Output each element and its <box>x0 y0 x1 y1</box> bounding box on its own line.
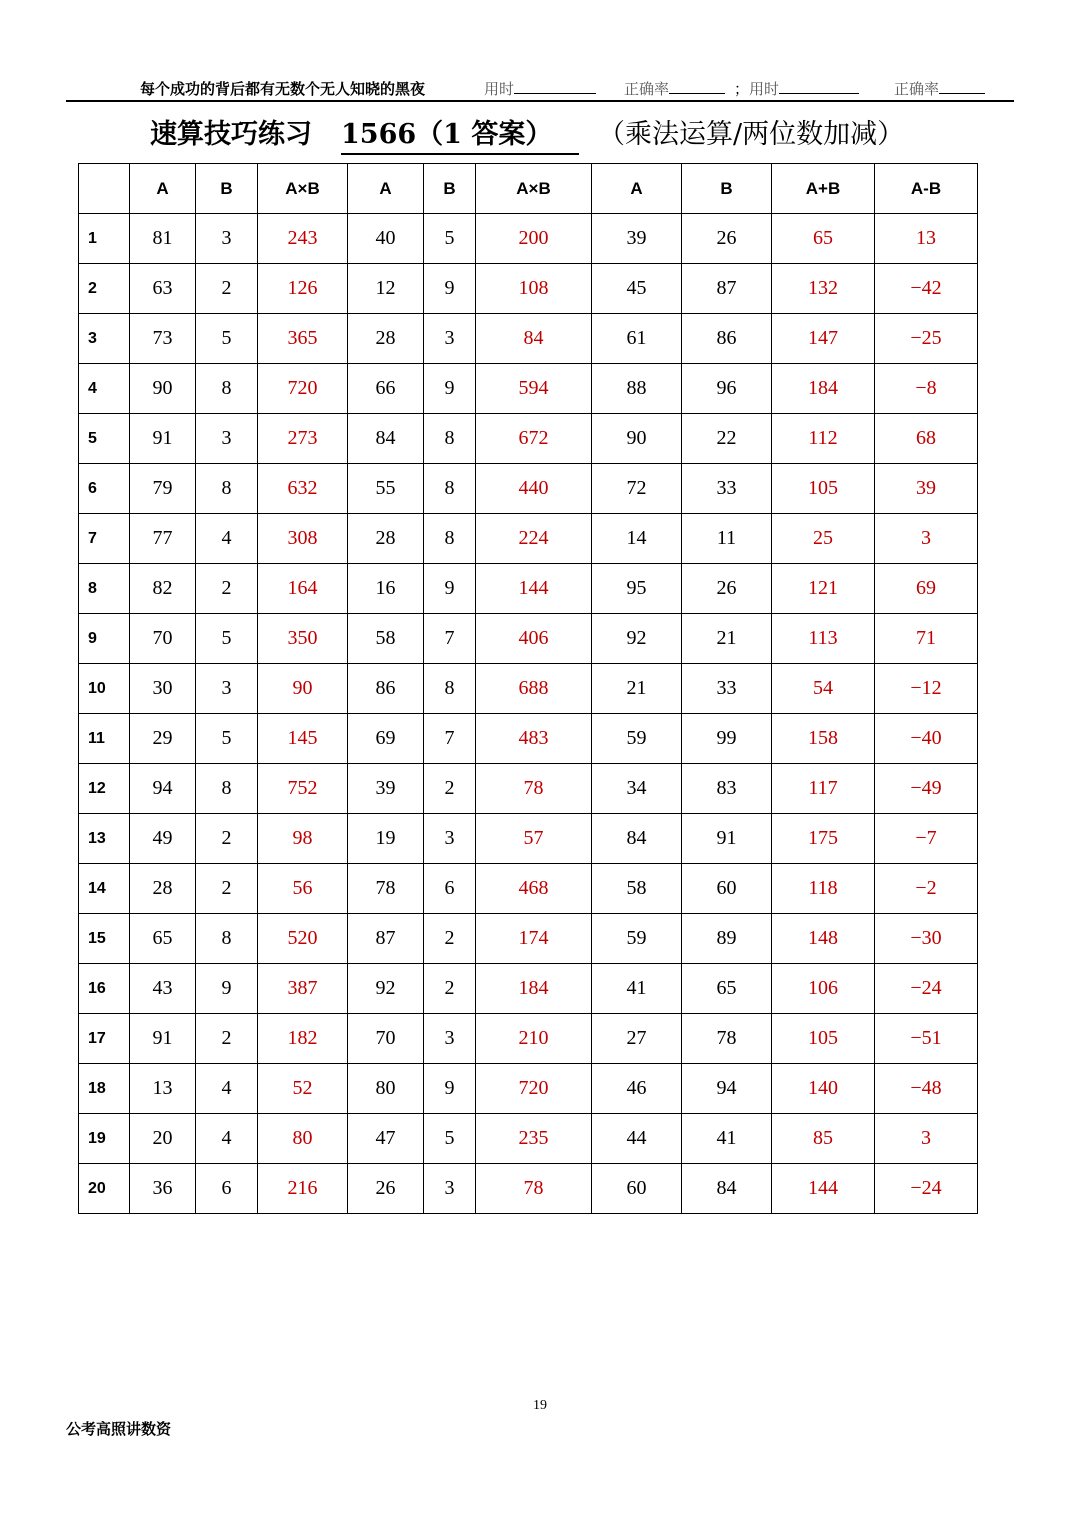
answer-cell: 235 <box>476 1114 592 1164</box>
answer-cell: 39 <box>875 464 978 514</box>
answer-cell: 3 <box>875 1114 978 1164</box>
operand-cell: 9 <box>424 564 476 614</box>
operand-cell: 3 <box>424 814 476 864</box>
answer-cell: 406 <box>476 614 592 664</box>
answer-cell: 483 <box>476 714 592 764</box>
operand-cell: 77 <box>130 514 196 564</box>
operand-cell: 73 <box>130 314 196 364</box>
answer-cell: −42 <box>875 264 978 314</box>
operand-cell: 78 <box>682 1014 772 1064</box>
operand-cell: 91 <box>682 814 772 864</box>
row-index: 19 <box>79 1114 130 1164</box>
operand-cell: 16 <box>348 564 424 614</box>
operand-cell: 5 <box>196 314 258 364</box>
operand-cell: 94 <box>130 764 196 814</box>
table-row <box>79 1164 978 1214</box>
answer-cell: 121 <box>772 564 875 614</box>
column-header <box>79 164 130 214</box>
separator: ； <box>734 80 750 98</box>
answer-cell: −24 <box>875 1164 978 1214</box>
operand-cell: 14 <box>592 514 682 564</box>
answer-cell: 90 <box>258 664 348 714</box>
table-body <box>79 214 978 1214</box>
operand-cell: 2 <box>196 814 258 864</box>
answer-cell: 84 <box>476 314 592 364</box>
answer-cell: 632 <box>258 464 348 514</box>
operand-cell: 88 <box>592 364 682 414</box>
answer-cell: 468 <box>476 864 592 914</box>
operand-cell: 91 <box>130 414 196 464</box>
answer-cell: 140 <box>772 1064 875 1114</box>
operand-cell: 19 <box>348 814 424 864</box>
operand-cell: 8 <box>196 764 258 814</box>
answer-cell: 308 <box>258 514 348 564</box>
answer-cell: 105 <box>772 1014 875 1064</box>
operand-cell: 21 <box>682 614 772 664</box>
answer-cell: 174 <box>476 914 592 964</box>
operand-cell: 86 <box>682 314 772 364</box>
row-index: 11 <box>79 714 130 764</box>
answer-cell: 98 <box>258 814 348 864</box>
operand-cell: 39 <box>348 764 424 814</box>
operand-cell: 5 <box>196 614 258 664</box>
answer-cell: 54 <box>772 664 875 714</box>
operand-cell: 8 <box>196 914 258 964</box>
operand-cell: 28 <box>130 864 196 914</box>
table-header-row <box>79 164 978 214</box>
answer-cell: 387 <box>258 964 348 1014</box>
page-header <box>66 76 1014 102</box>
column-header: B <box>424 164 476 214</box>
table-row <box>79 714 978 764</box>
operand-cell: 84 <box>682 1164 772 1214</box>
operand-cell: 28 <box>348 314 424 364</box>
operand-cell: 9 <box>196 964 258 1014</box>
answer-cell: −51 <box>875 1014 978 1064</box>
answer-cell: 720 <box>258 364 348 414</box>
column-header: A×B <box>258 164 348 214</box>
answer-cell: 224 <box>476 514 592 564</box>
table-row <box>79 214 978 264</box>
answer-cell: 78 <box>476 764 592 814</box>
answer-cell: 132 <box>772 264 875 314</box>
operand-cell: 60 <box>592 1164 682 1214</box>
operand-cell: 9 <box>424 1064 476 1114</box>
table-row <box>79 1014 978 1064</box>
operand-cell: 2 <box>196 1014 258 1064</box>
answer-cell: 350 <box>258 614 348 664</box>
answer-cell: 184 <box>476 964 592 1014</box>
table-row <box>79 614 978 664</box>
operand-cell: 58 <box>592 864 682 914</box>
answer-cell: 118 <box>772 864 875 914</box>
row-index: 15 <box>79 914 130 964</box>
operand-cell: 4 <box>196 1114 258 1164</box>
answer-cell: 85 <box>772 1114 875 1164</box>
accuracy-label-1: 正确率 <box>624 80 670 98</box>
operand-cell: 60 <box>682 864 772 914</box>
operand-cell: 95 <box>592 564 682 614</box>
operand-cell: 59 <box>592 714 682 764</box>
operand-cell: 21 <box>592 664 682 714</box>
operand-cell: 7 <box>424 614 476 664</box>
operand-cell: 2 <box>424 964 476 1014</box>
row-index: 7 <box>79 514 130 564</box>
row-index: 13 <box>79 814 130 864</box>
answer-cell: 182 <box>258 1014 348 1064</box>
answer-cell: 145 <box>258 714 348 764</box>
operand-cell: 91 <box>130 1014 196 1064</box>
time-blank-1 <box>514 79 596 94</box>
answer-cell: 688 <box>476 664 592 714</box>
answer-cell: 144 <box>772 1164 875 1214</box>
accuracy-blank-2 <box>939 79 985 94</box>
answer-cell: 25 <box>772 514 875 564</box>
operand-cell: 3 <box>424 1014 476 1064</box>
answer-cell: 56 <box>258 864 348 914</box>
operand-cell: 90 <box>592 414 682 464</box>
table-row <box>79 1114 978 1164</box>
answer-cell: 52 <box>258 1064 348 1114</box>
row-index: 17 <box>79 1014 130 1064</box>
answer-cell: 3 <box>875 514 978 564</box>
answer-cell: 71 <box>875 614 978 664</box>
row-index: 9 <box>79 614 130 664</box>
operand-cell: 8 <box>424 414 476 464</box>
operand-cell: 49 <box>130 814 196 864</box>
answer-cell: 720 <box>476 1064 592 1114</box>
operand-cell: 46 <box>592 1064 682 1114</box>
operand-cell: 78 <box>348 864 424 914</box>
answer-cell: 113 <box>772 614 875 664</box>
operand-cell: 59 <box>592 914 682 964</box>
operand-cell: 26 <box>348 1164 424 1214</box>
operand-cell: 27 <box>592 1014 682 1064</box>
operand-cell: 7 <box>424 714 476 764</box>
title-number: 1566（1 答案） <box>341 112 579 155</box>
operand-cell: 44 <box>592 1114 682 1164</box>
answer-cell: 65 <box>772 214 875 264</box>
answer-cell: −48 <box>875 1064 978 1114</box>
operand-cell: 20 <box>130 1114 196 1164</box>
operand-cell: 41 <box>592 964 682 1014</box>
answer-cell: 80 <box>258 1114 348 1164</box>
answer-cell: 78 <box>476 1164 592 1214</box>
table-row <box>79 764 978 814</box>
operand-cell: 66 <box>348 364 424 414</box>
table-row <box>79 914 978 964</box>
table-row <box>79 514 978 564</box>
row-index: 18 <box>79 1064 130 1114</box>
row-index: 8 <box>79 564 130 614</box>
operand-cell: 3 <box>424 314 476 364</box>
answer-cell: −49 <box>875 764 978 814</box>
operand-cell: 90 <box>130 364 196 414</box>
answer-table <box>78 163 978 1214</box>
operand-cell: 29 <box>130 714 196 764</box>
operand-cell: 2 <box>424 764 476 814</box>
operand-cell: 58 <box>348 614 424 664</box>
operand-cell: 26 <box>682 214 772 264</box>
operand-cell: 39 <box>592 214 682 264</box>
time-blank-2 <box>779 79 859 94</box>
operand-cell: 3 <box>424 1164 476 1214</box>
operand-cell: 47 <box>348 1114 424 1164</box>
answer-cell: 365 <box>258 314 348 364</box>
time-field-1 <box>484 78 596 99</box>
operand-cell: 80 <box>348 1064 424 1114</box>
operand-cell: 61 <box>592 314 682 364</box>
operand-cell: 87 <box>682 264 772 314</box>
operand-cell: 33 <box>682 664 772 714</box>
title-suffix: （乘法运算/两位数加减） <box>598 119 905 150</box>
operand-cell: 2 <box>196 264 258 314</box>
operand-cell: 5 <box>196 714 258 764</box>
column-header: A×B <box>476 164 592 214</box>
operand-cell: 22 <box>682 414 772 464</box>
operand-cell: 84 <box>348 414 424 464</box>
operand-cell: 2 <box>424 914 476 964</box>
operand-cell: 86 <box>348 664 424 714</box>
operand-cell: 72 <box>592 464 682 514</box>
answer-cell: 117 <box>772 764 875 814</box>
answer-cell: −8 <box>875 364 978 414</box>
column-header: B <box>196 164 258 214</box>
operand-cell: 45 <box>592 264 682 314</box>
answer-cell: 216 <box>258 1164 348 1214</box>
row-index: 6 <box>79 464 130 514</box>
operand-cell: 2 <box>196 564 258 614</box>
answer-cell: 57 <box>476 814 592 864</box>
operand-cell: 63 <box>130 264 196 314</box>
operand-cell: 65 <box>130 914 196 964</box>
operand-cell: 43 <box>130 964 196 1014</box>
operand-cell: 99 <box>682 714 772 764</box>
operand-cell: 81 <box>130 214 196 264</box>
answer-cell: −40 <box>875 714 978 764</box>
answer-cell: 112 <box>772 414 875 464</box>
table-row <box>79 664 978 714</box>
answer-cell: 440 <box>476 464 592 514</box>
answer-cell: 672 <box>476 414 592 464</box>
row-index: 3 <box>79 314 130 364</box>
answer-cell: 164 <box>258 564 348 614</box>
row-index: 4 <box>79 364 130 414</box>
row-index: 5 <box>79 414 130 464</box>
answer-cell: 520 <box>258 914 348 964</box>
answer-cell: 68 <box>875 414 978 464</box>
row-index: 16 <box>79 964 130 1014</box>
accuracy-label-2: 正确率 <box>894 80 940 98</box>
answer-cell: 13 <box>875 214 978 264</box>
operand-cell: 79 <box>130 464 196 514</box>
operand-cell: 92 <box>348 964 424 1014</box>
operand-cell: 8 <box>424 664 476 714</box>
table-row <box>79 1064 978 1114</box>
answer-cell: 200 <box>476 214 592 264</box>
column-header: A+B <box>772 164 875 214</box>
operand-cell: 28 <box>348 514 424 564</box>
operand-cell: 70 <box>130 614 196 664</box>
answer-cell: 273 <box>258 414 348 464</box>
operand-cell: 8 <box>424 464 476 514</box>
answer-cell: 108 <box>476 264 592 314</box>
row-index: 1 <box>79 214 130 264</box>
table-row <box>79 564 978 614</box>
operand-cell: 84 <box>592 814 682 864</box>
operand-cell: 11 <box>682 514 772 564</box>
operand-cell: 26 <box>682 564 772 614</box>
operand-cell: 8 <box>196 464 258 514</box>
answer-cell: −25 <box>875 314 978 364</box>
operand-cell: 8 <box>196 364 258 414</box>
operand-cell: 6 <box>196 1164 258 1214</box>
answer-cell: 210 <box>476 1014 592 1064</box>
table-row <box>79 314 978 364</box>
table-row <box>79 464 978 514</box>
answer-cell: −24 <box>875 964 978 1014</box>
row-index: 10 <box>79 664 130 714</box>
answer-cell: 158 <box>772 714 875 764</box>
table-row <box>79 814 978 864</box>
operand-cell: 3 <box>196 664 258 714</box>
answer-cell: 144 <box>476 564 592 614</box>
title-prefix: 速算技巧练习 <box>150 119 312 150</box>
column-header: A <box>592 164 682 214</box>
operand-cell: 94 <box>682 1064 772 1114</box>
footer-text: 公考高照讲数资 <box>66 1420 172 1438</box>
operand-cell: 4 <box>196 514 258 564</box>
operand-cell: 69 <box>348 714 424 764</box>
operand-cell: 4 <box>196 1064 258 1114</box>
time-field-2 <box>734 78 859 99</box>
table-row <box>79 364 978 414</box>
accuracy-blank-1 <box>669 79 725 94</box>
answer-cell: 243 <box>258 214 348 264</box>
operand-cell: 12 <box>348 264 424 314</box>
answer-cell: −7 <box>875 814 978 864</box>
operand-cell: 41 <box>682 1114 772 1164</box>
table-row <box>79 264 978 314</box>
answer-cell: 594 <box>476 364 592 414</box>
row-index: 20 <box>79 1164 130 1214</box>
operand-cell: 82 <box>130 564 196 614</box>
page-number: 19 <box>533 1398 547 1413</box>
row-index: 12 <box>79 764 130 814</box>
operand-cell: 2 <box>196 864 258 914</box>
answer-cell: −30 <box>875 914 978 964</box>
operand-cell: 65 <box>682 964 772 1014</box>
operand-cell: 36 <box>130 1164 196 1214</box>
row-index: 2 <box>79 264 130 314</box>
operand-cell: 89 <box>682 914 772 964</box>
row-index: 14 <box>79 864 130 914</box>
answer-cell: 148 <box>772 914 875 964</box>
operand-cell: 5 <box>424 1114 476 1164</box>
answer-cell: −2 <box>875 864 978 914</box>
answer-cell: 105 <box>772 464 875 514</box>
answer-cell: 69 <box>875 564 978 614</box>
answer-cell: 175 <box>772 814 875 864</box>
answer-cell: 126 <box>258 264 348 314</box>
operand-cell: 9 <box>424 364 476 414</box>
operand-cell: 33 <box>682 464 772 514</box>
motto: 每个成功的背后都有无数个无人知晓的黑夜 <box>140 80 426 98</box>
operand-cell: 83 <box>682 764 772 814</box>
operand-cell: 9 <box>424 264 476 314</box>
operand-cell: 55 <box>348 464 424 514</box>
column-header: A <box>130 164 196 214</box>
answer-cell: −12 <box>875 664 978 714</box>
column-header: B <box>682 164 772 214</box>
answer-cell: 752 <box>258 764 348 814</box>
table-row <box>79 414 978 464</box>
operand-cell: 34 <box>592 764 682 814</box>
operand-cell: 92 <box>592 614 682 664</box>
answer-cell: 184 <box>772 364 875 414</box>
answer-cell: 106 <box>772 964 875 1014</box>
operand-cell: 13 <box>130 1064 196 1114</box>
time-label-2: 用时 <box>749 80 780 98</box>
operand-cell: 30 <box>130 664 196 714</box>
time-label-1: 用时 <box>484 80 515 98</box>
operand-cell: 5 <box>424 214 476 264</box>
accuracy-field-2 <box>894 78 985 99</box>
operand-cell: 70 <box>348 1014 424 1064</box>
operand-cell: 8 <box>424 514 476 564</box>
table-row <box>79 864 978 914</box>
operand-cell: 3 <box>196 414 258 464</box>
column-header: A <box>348 164 424 214</box>
column-header: A-B <box>875 164 978 214</box>
table-row <box>79 964 978 1014</box>
operand-cell: 40 <box>348 214 424 264</box>
operand-cell: 3 <box>196 214 258 264</box>
operand-cell: 87 <box>348 914 424 964</box>
answer-cell: 147 <box>772 314 875 364</box>
accuracy-field-1 <box>624 78 725 99</box>
operand-cell: 96 <box>682 364 772 414</box>
operand-cell: 6 <box>424 864 476 914</box>
